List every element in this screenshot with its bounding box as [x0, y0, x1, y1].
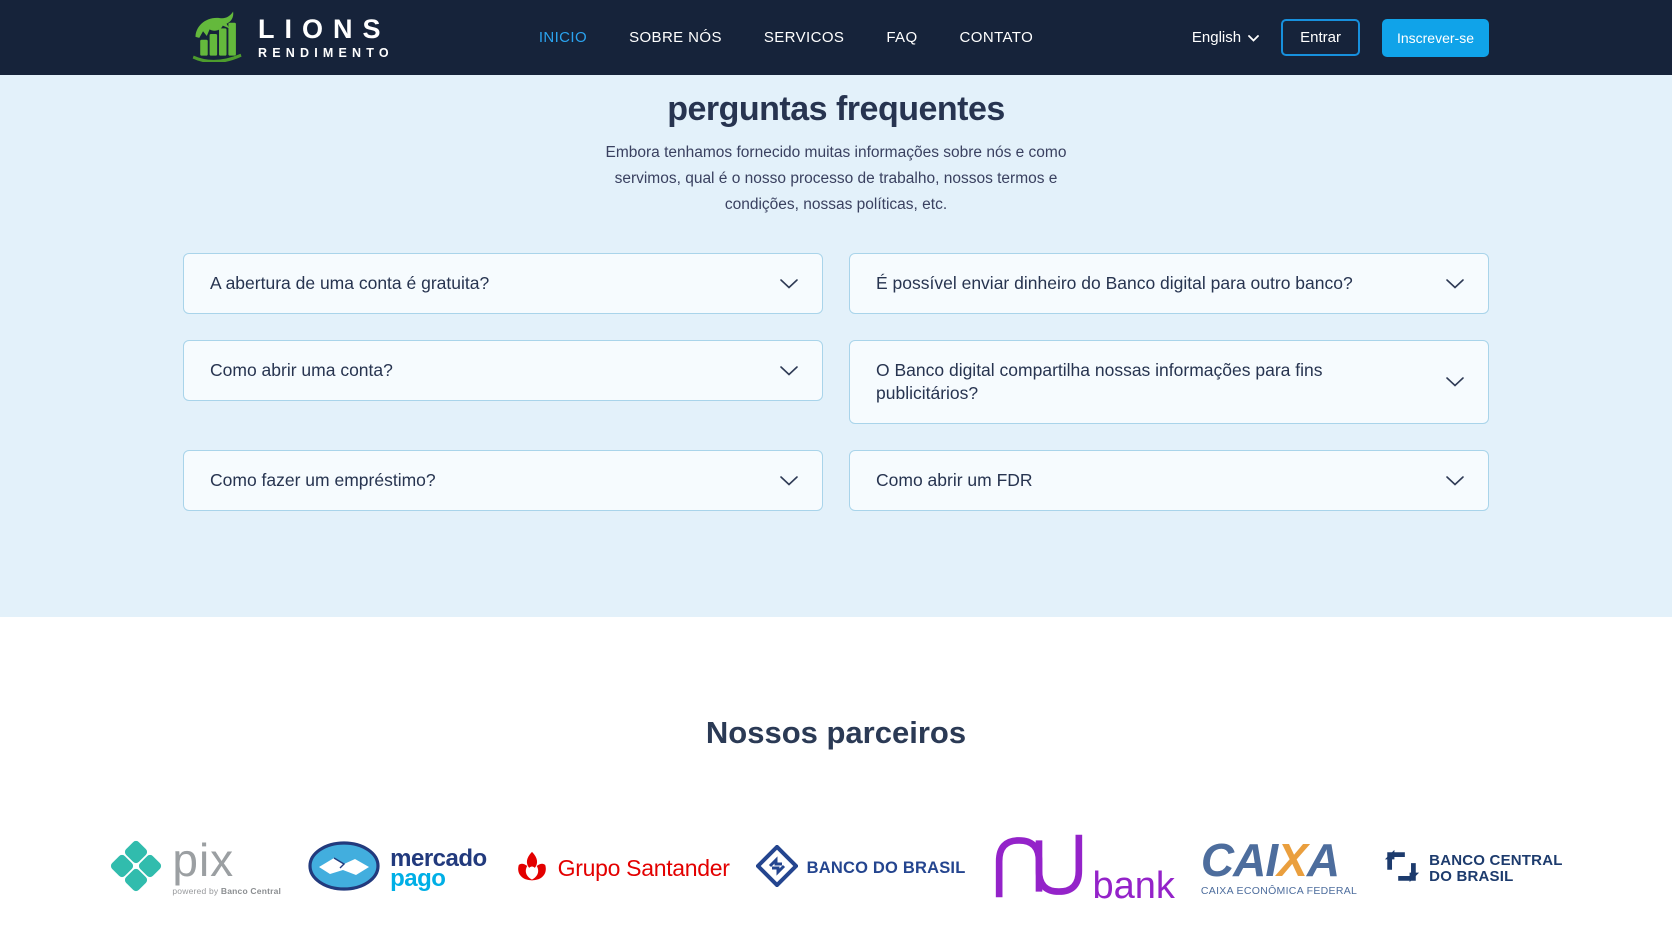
partner-logo-banco-central — [1383, 847, 1562, 890]
partner-logo-caixa — [1200, 834, 1358, 897]
nav-item-inicio[interactable]: INICIO — [538, 29, 588, 46]
nav-item-sobre-nos[interactable]: SOBRE NÓS — [629, 29, 722, 46]
language-label: English — [1191, 29, 1242, 46]
brand-line2: RENDIMENTO — [258, 45, 394, 60]
santander-flame-icon — [513, 849, 551, 888]
header-actions — [1192, 19, 1489, 57]
chevron-down-icon — [780, 476, 798, 486]
nav-item-servicos[interactable]: SERVICOS — [763, 29, 845, 46]
banco-do-brasil-wordmark: BANCO DO BRASIL — [806, 859, 966, 877]
chevron-down-icon — [780, 279, 798, 289]
partners-title: Nossos parceiros — [705, 715, 967, 750]
faq-item-enviar-dinheiro[interactable] — [849, 253, 1489, 314]
faq-item-abrir-conta[interactable] — [183, 340, 823, 401]
faq-item-compartilha-informacoes[interactable] — [849, 340, 1489, 424]
caixa-wordmark: CAIXA — [1200, 834, 1340, 887]
banco-central-wordmark — [1429, 853, 1562, 885]
partners-logos-row — [0, 829, 1672, 908]
faq-subtitle: Embora tenhamos fornecido muitas informações sobre nós e como servimos, qual é o nosso processo de trabalho, nossos termos e condições, nossas políticas, etc. — [605, 144, 1067, 213]
nav-item-faq[interactable]: FAQ — [886, 29, 918, 46]
pago-word: pago — [390, 864, 446, 892]
brand-line1: LIONS — [258, 13, 391, 44]
chevron-down-icon — [1446, 476, 1464, 486]
lion-chart-logo-icon — [188, 8, 250, 67]
signup-button[interactable]: Inscrever-se — [1382, 19, 1489, 57]
chevron-down-icon — [780, 366, 798, 376]
faq-section — [0, 75, 1672, 617]
pix-tagline: powered by Banco Central — [172, 885, 282, 896]
login-button[interactable]: Entrar — [1281, 19, 1360, 56]
banco-central-line2: DO BRASIL — [1429, 867, 1514, 885]
faq-question-label: Como fazer um empréstimo? — [210, 470, 436, 490]
nubank-nu-icon — [991, 829, 1087, 908]
faq-question-label: Como abrir uma conta? — [210, 360, 393, 380]
faq-question-label: A abertura de uma conta é gratuita? — [210, 273, 490, 293]
banco-central-pinwheel-icon — [1383, 847, 1421, 890]
faq-question-label: Como abrir um FDR — [876, 470, 1033, 490]
mercado-pago-handshake-icon — [307, 840, 381, 897]
faq-title: perguntas frequentes — [667, 90, 1005, 128]
faq-item-emprestimo[interactable] — [183, 450, 823, 511]
caixa-x-accent: X — [1277, 834, 1307, 887]
brand-logo[interactable] — [188, 8, 394, 67]
partner-logo-banco-do-brasil — [756, 845, 966, 892]
santander-wordmark: Grupo Santander — [557, 855, 730, 881]
partner-logo-mercado-pago — [307, 840, 487, 897]
faq-grid — [183, 253, 1489, 511]
faq-item-abrir-fdr[interactable] — [849, 450, 1489, 511]
faq-item-conta-gratuita[interactable] — [183, 253, 823, 314]
chevron-down-icon — [1248, 29, 1259, 46]
pix-wordmark: pix — [172, 834, 235, 887]
caixa-wordmark-block — [1200, 834, 1358, 897]
nubank-wordmark: bank — [1092, 865, 1175, 907]
partners-section — [0, 617, 1672, 908]
chevron-down-icon — [1446, 377, 1464, 387]
chevron-down-icon — [1446, 279, 1464, 289]
mercado-word: mercado — [390, 844, 487, 872]
main-nav — [539, 29, 1033, 46]
banco-do-brasil-diamond-icon — [756, 845, 798, 892]
brand-name — [258, 13, 394, 60]
faq-question-label: É possível enviar dinheiro do Banco digital para outro banco? — [876, 273, 1353, 293]
faq-question-label: O Banco digital compartilha nossas informações para fins publicitários? — [876, 360, 1323, 403]
mercado-pago-wordmark — [390, 844, 487, 892]
banco-central-line1: BANCO CENTRAL — [1429, 851, 1563, 869]
nav-item-contato[interactable]: CONTATO — [959, 29, 1034, 46]
language-selector[interactable] — [1192, 29, 1259, 46]
partner-logo-santander — [513, 849, 730, 888]
site-header — [0, 0, 1672, 75]
pix-logo-icon — [109, 839, 163, 898]
caixa-tagline: CAIXA ECONÔMICA FEDERAL — [1200, 884, 1358, 897]
pix-wordmark-block — [172, 834, 282, 896]
partner-logo-nubank — [991, 829, 1174, 908]
partner-logo-pix — [109, 834, 282, 898]
